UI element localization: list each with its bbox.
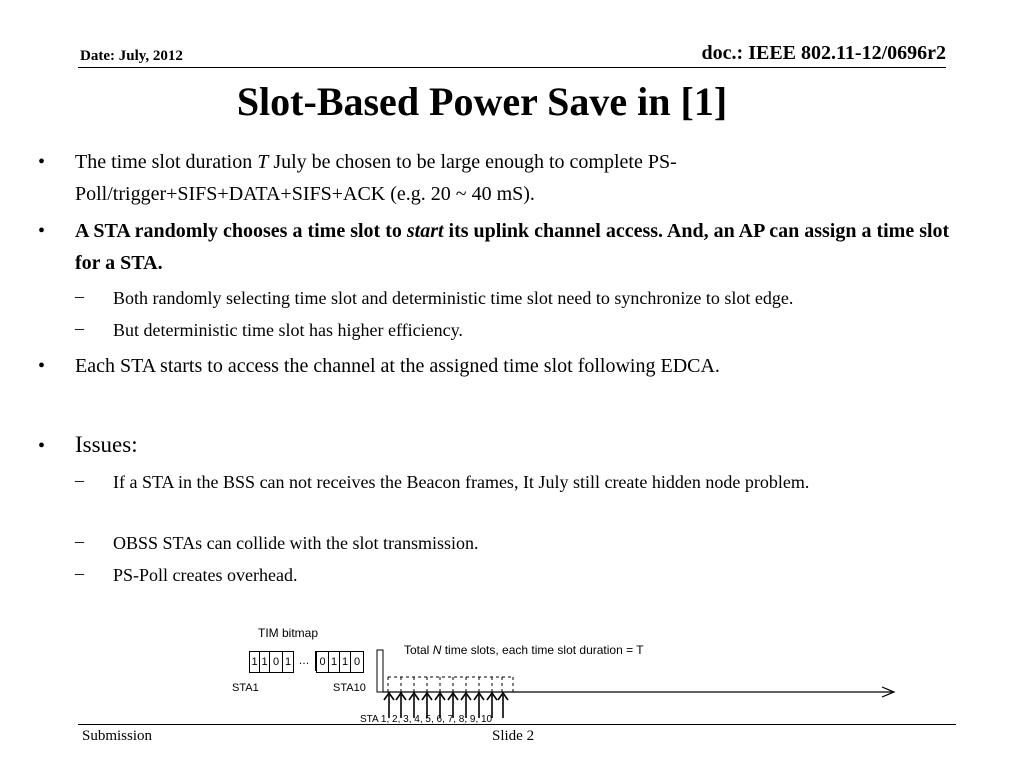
time-slot-boxes	[388, 677, 513, 692]
sub-bullet-text: OBSS STAs can collide with the slot transmission.	[113, 533, 479, 553]
sub-bullet-marker: –	[75, 470, 84, 490]
header-date: Date: July, 2012	[80, 48, 183, 64]
tim-bit-cell: 1	[328, 651, 340, 673]
bullet-2-part: its uplink channel access. And, an AP can assign a time slot for a STA.	[75, 220, 950, 274]
tim-bit-cell: 1	[259, 651, 270, 673]
footer-slide-number: Slide 2	[492, 728, 535, 744]
tim-bitmap-label: TIM bitmap	[258, 626, 319, 640]
bullet-marker: •	[38, 435, 46, 457]
tim-bit-cell: 0	[350, 651, 364, 673]
bullet-text-3: Each STA starts to access the channel at the assigned time slot following EDCA.	[75, 355, 720, 377]
sta-arrow-labels: STA 1, 2, 3, 4, 5, 6, 7, 8, 9, 10	[360, 714, 493, 725]
time-slots-n: N	[432, 643, 442, 657]
sub-bullet-marker: –	[75, 531, 84, 551]
tim-bit-cell: 1	[339, 651, 351, 673]
bullet-1-part: July be chosen to be large enough to complete PS-Poll/trigger+SIFS+DATA+SIFS+ACK (e.g. 20 ~ 40 mS).	[75, 151, 677, 205]
bullet-marker: •	[38, 220, 46, 242]
sub-bullet-marker: –	[75, 286, 84, 306]
sub-bullet-marker: –	[75, 318, 84, 338]
footer-divider	[78, 724, 956, 725]
sta1-label: STA1	[232, 682, 259, 694]
slide-title: Slot-Based Power Save in [1]	[236, 79, 728, 124]
bullet-marker: •	[38, 151, 46, 173]
tim-bit-ellipsis: …	[293, 651, 316, 671]
sub-bullet-text: But deterministic time slot has higher efficiency.	[113, 320, 463, 340]
sub-bullet-text: Both randomly selecting time slot and deterministic time slot need to synchronize to slot edge.	[113, 288, 794, 308]
bullet-2-part: A STA randomly chooses a time slot to	[75, 220, 407, 242]
bullet-text-4: Issues:	[75, 432, 138, 457]
time-slots-part: Total	[404, 643, 433, 657]
sub-bullet-text: PS-Poll creates overhead.	[113, 565, 298, 585]
sta10-label: STA10	[333, 682, 366, 694]
tim-bit-cell: 1	[282, 651, 294, 673]
tim-bit-cell: 0	[269, 651, 283, 673]
header-doc-id: doc.: IEEE 802.11-12/0696r2	[701, 42, 946, 64]
tim-bit-cell: 0	[316, 651, 329, 673]
bullet-2-italic: start	[406, 220, 444, 242]
bullet-1-italic: T	[257, 151, 269, 173]
bullet-marker: •	[38, 355, 46, 377]
sub-bullet-text: If a STA in the BSS can not receives the Beacon frames, It July still create hidden node problem.	[113, 472, 810, 492]
footer-submission: Submission	[82, 728, 153, 744]
bullet-1-part: The time slot duration	[75, 151, 258, 173]
time-slots-part: time slots, each time slot duration = T	[441, 643, 644, 657]
tim-bit-cell: 1	[249, 651, 260, 673]
beacon-frame	[377, 650, 383, 692]
sub-bullet-marker: –	[75, 563, 84, 583]
